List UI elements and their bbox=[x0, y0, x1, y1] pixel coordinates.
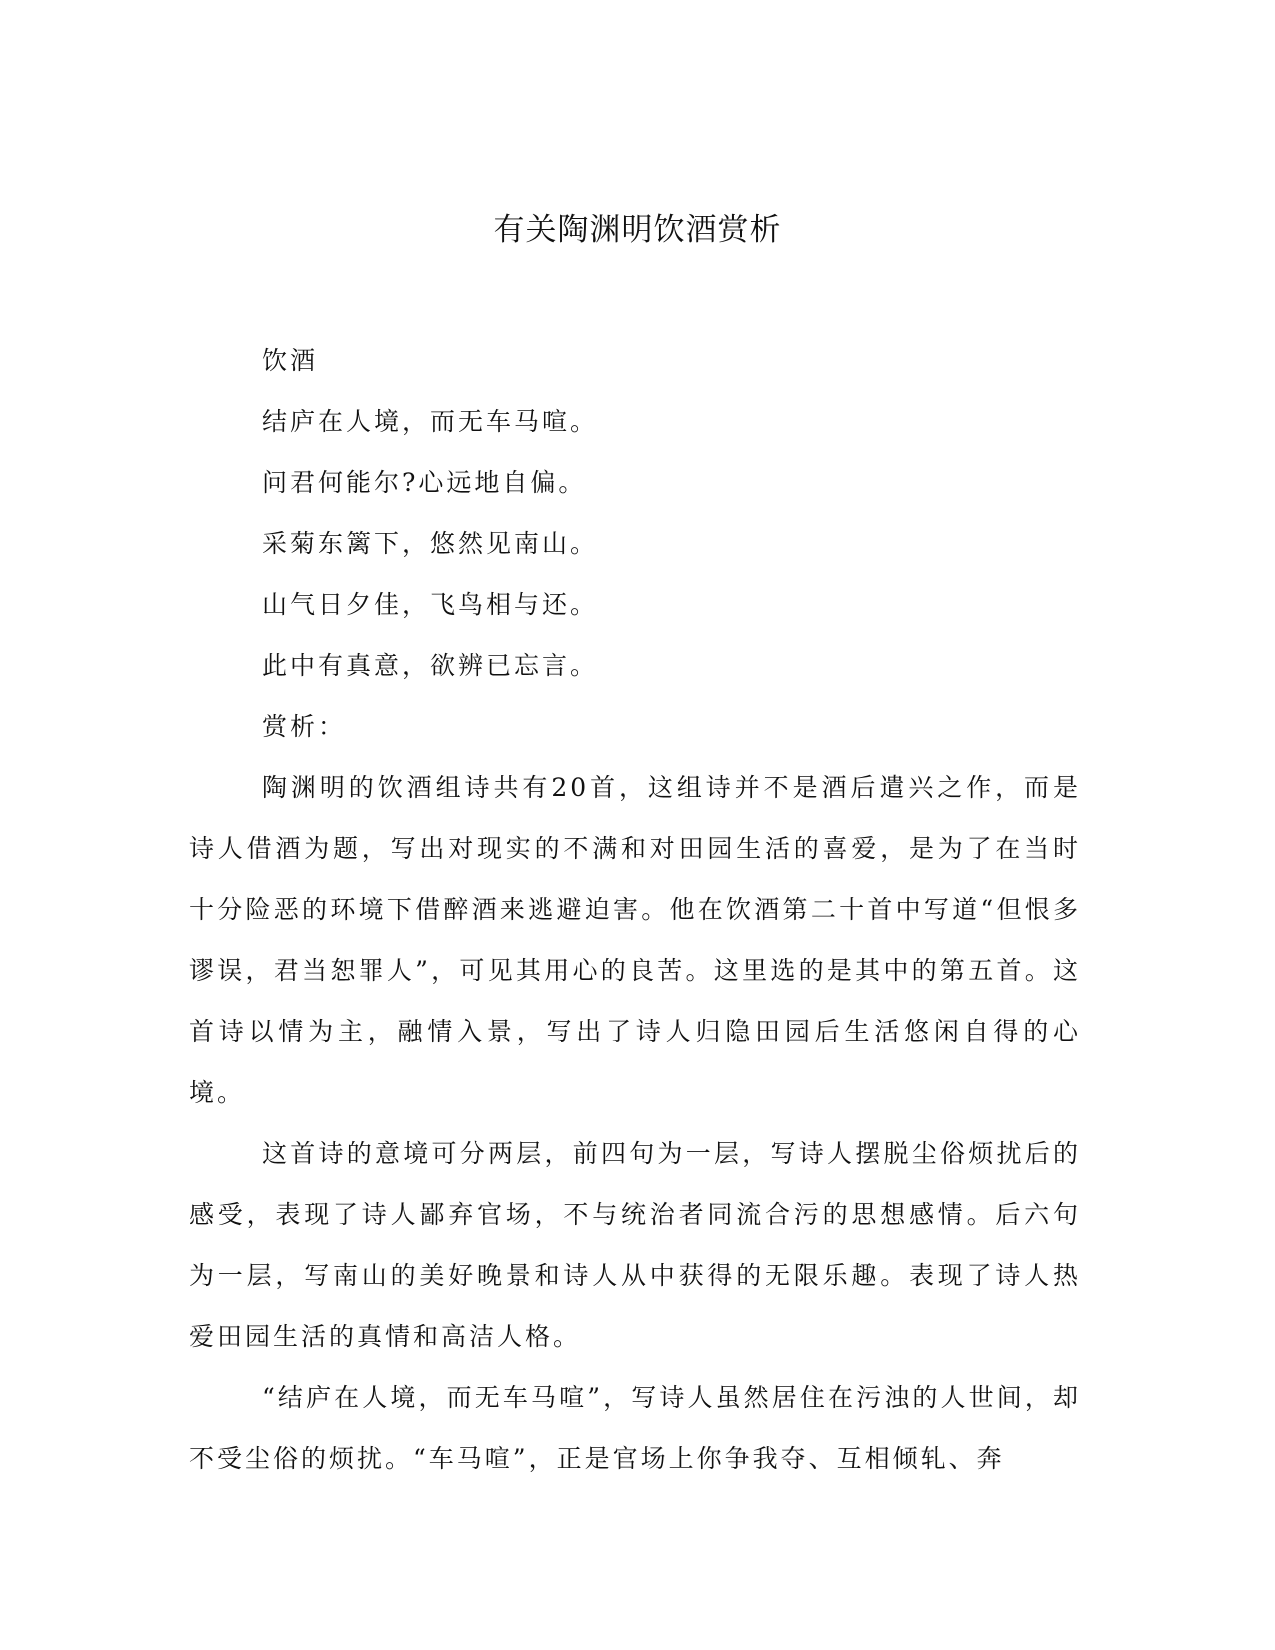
document-body bbox=[189, 330, 1081, 1489]
body-paragraph: “结庐在人境，而无车马喧”，写诗人虽然居住在污浊的人世间，却不受尘俗的烦扰。“车马喧”，正是官场上你争我夺、互相倾轧、奔 bbox=[189, 1383, 1081, 1473]
poem-line: 山气日夕佳，飞鸟相与还。 bbox=[262, 590, 599, 619]
body-paragraph: 这首诗的意境可分两层，前四句为一层，写诗人摆脱尘俗烦扰后的感受，表现了诗人鄙弃官场，不与统治者同流合污的思想感情。后六句为一层，写南山的美好晚景和诗人从中获得的无限乐趣。表现了诗人热爱田园生活的真情和高洁人格。 bbox=[189, 1139, 1081, 1351]
poem-line: 此中有真意，欲辨已忘言。 bbox=[262, 651, 599, 680]
body-paragraph: 陶渊明的饮酒组诗共有20首，这组诗并不是酒后遣兴之作，而是诗人借酒为题，写出对现实的不满和对田园生活的喜爱，是为了在当时十分险恶的环境下借醉酒来逃避迫害。他在饮酒第二十首中写道“但恨多谬误，君当恕罪人”，可见其用心的良苦。这里选的是其中的第五首。这首诗以情为主，融情入景，写出了诗人归隐田园后生活悠闲自得的心境。 bbox=[189, 773, 1081, 1107]
poem-line: 问君何能尔?心远地自偏。 bbox=[262, 468, 587, 497]
document-title: 有关陶渊明饮酒赏析 bbox=[493, 212, 782, 248]
poem-title: 饮酒 bbox=[262, 346, 319, 375]
appreciation-heading: 赏析： bbox=[262, 712, 347, 741]
poem-line: 结庐在人境，而无车马喧。 bbox=[262, 407, 599, 436]
poem-line: 采菊东篱下，悠然见南山。 bbox=[262, 529, 599, 558]
